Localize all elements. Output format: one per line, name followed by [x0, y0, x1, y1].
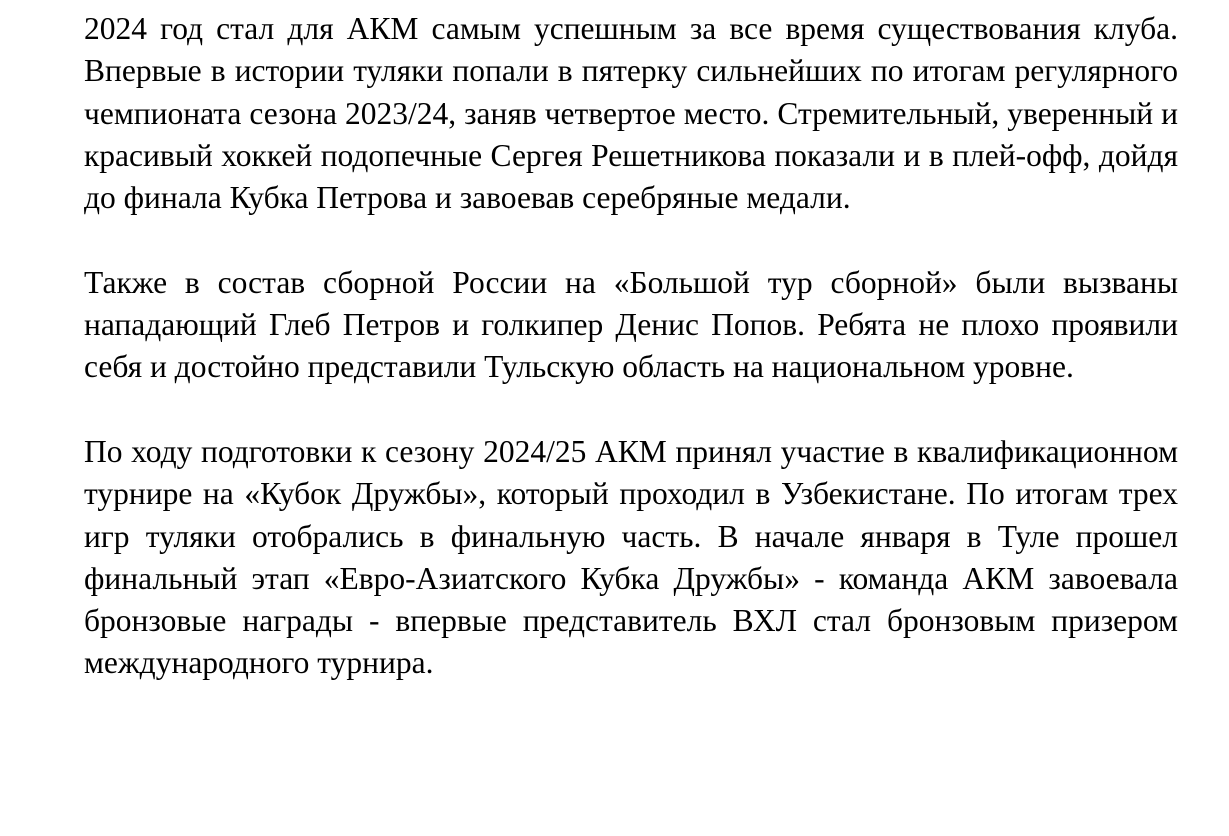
document-body	[84, 8, 1178, 685]
paragraph-season-summary: 2024 год стал для АКМ самым успешным за все время существования клуба. Впервые в истории туляки попали в пятерку сильнейших по итогам регулярного чемпионата сезона 2023/24, заняв четвертое место. Стремительный, уверенный и красивый хоккей подопечные Сергея Решетникова показали и в плей-офф, дойдя до финала Кубка Петрова и завоевав серебряные медали.	[84, 11, 1178, 216]
paragraph-friendship-cup: По ходу подготовки к сезону 2024/25 АКМ принял участие в квалификационном турнире на «Кубок Дружбы», который проходил в Узбекистане. По итогам трех игр туляки отобрались в финальную часть. В начале января в Туле прошел финальный этап «Евро-Азиатского Кубка Дружбы» - команда АКМ завоевала бронзовые награды - впервые представитель ВХЛ стал бронзовым призером международного турнира.	[84, 433, 1178, 681]
paragraph-national-team: Также в состав сборной России на «Большой тур сборной» были вызваны нападающий Глеб Петров и голкипер Денис Попов. Ребята не плохо проявили себя и достойно представили Тульскую область на национальном уровне.	[84, 264, 1178, 385]
